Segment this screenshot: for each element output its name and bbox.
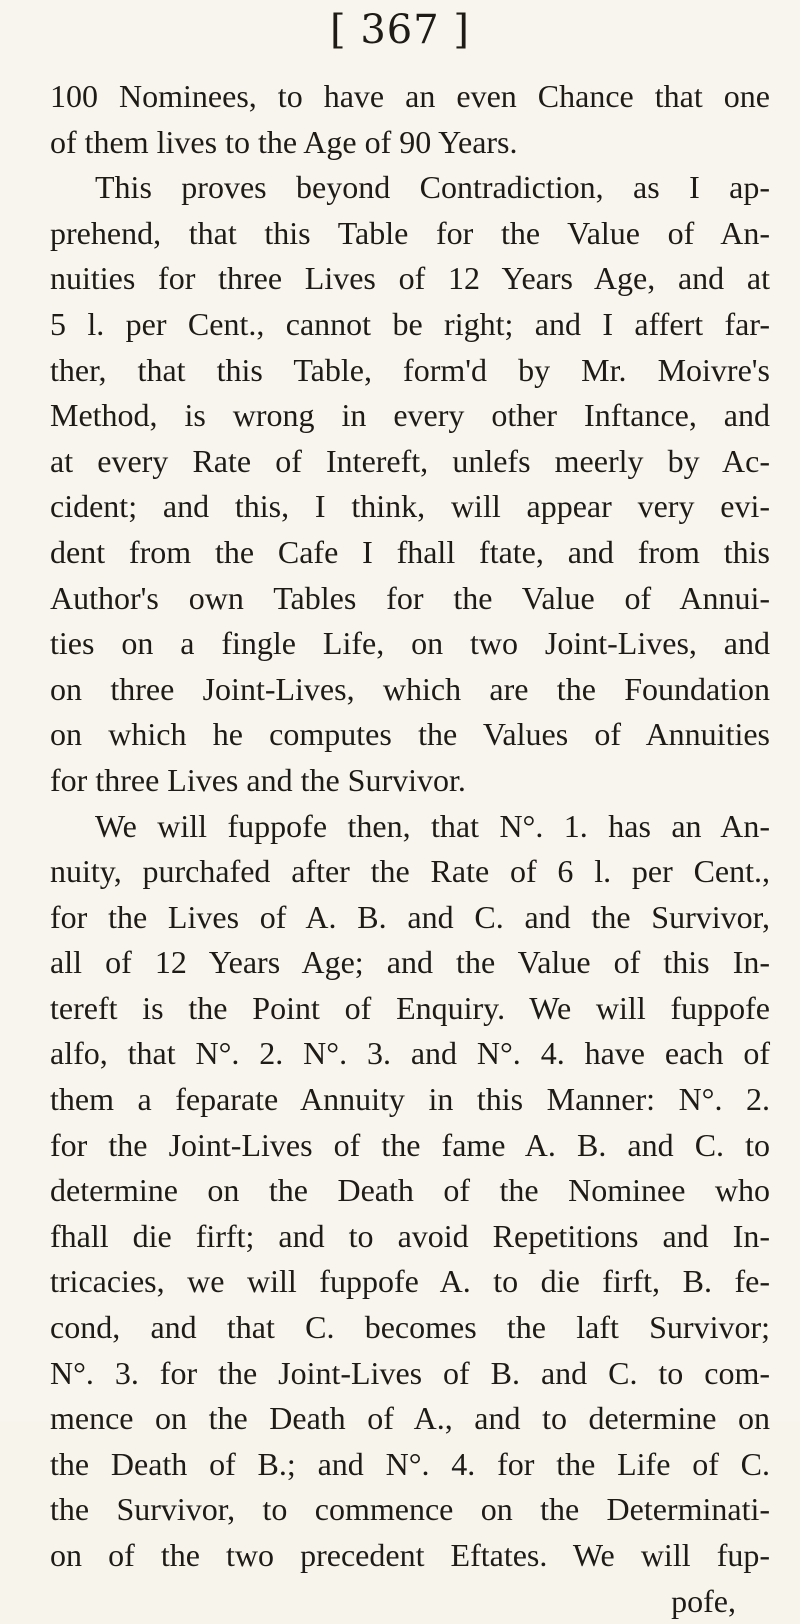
text-line: ther, that this Table, form'd by Mr. Moivre's	[50, 351, 770, 388]
text-line: prehend, that this Table for the Value of An-	[50, 214, 770, 251]
text-line: on three Joint-Lives, which are the Foundation	[50, 670, 770, 707]
text-line: the Survivor, to commence on the Determinati-	[50, 1491, 770, 1528]
text-line: alfo, that N°. 2. N°. 3. and N°. 4. have each of	[50, 1035, 770, 1072]
text-line: 100 Nominees, to have an even Chance that one	[50, 78, 770, 114]
text-line: nuity, purchafed after the Rate of 6 l. per Cent.,	[50, 853, 770, 890]
text-line: fhall die firft; and to avoid Repetitions and In-	[50, 1217, 770, 1254]
text-line: tricacies, we will fuppofe A. to die firft, B. fe-	[50, 1263, 770, 1300]
text-line: determine on the Death of the Nominee who	[50, 1172, 770, 1209]
text-line: ties on a fingle Life, on two Joint-Lives, and	[50, 625, 770, 662]
text-line: of them lives to the Age of 90 Years.	[50, 123, 518, 160]
text-line: them a feparate Annuity in this Manner: N°. 2.	[50, 1081, 770, 1118]
text-line: for the Lives of A. B. and C. and the Survivor,	[50, 898, 770, 935]
text-line: nuities for three Lives of 12 Years Age, and at	[50, 260, 770, 297]
page-number-header: [ 367 ]	[330, 7, 470, 53]
text-line: cident; and this, I think, will appear very evi-	[50, 488, 770, 525]
text-line: Method, is wrong in every other Inftance, and	[50, 397, 770, 434]
text-line: mence on the Death of A., and to determine on	[50, 1400, 770, 1437]
text-line: 5 l. per Cent., cannot be right; and I affert far-	[50, 305, 770, 342]
text-line: for three Lives and the Survivor.	[50, 761, 466, 798]
text-line: Author's own Tables for the Value of Annui-	[50, 579, 770, 616]
text-line: tereft is the Point of Enquiry. We will fuppofe	[50, 989, 770, 1026]
text-line: N°. 3. for the Joint-Lives of B. and C. to com-	[50, 1354, 770, 1391]
text-line: all of 12 Years Age; and the Value of this In-	[50, 944, 770, 981]
text-line: at every Rate of Intereft, unlefs meerly by Ac-	[50, 442, 770, 479]
text-line: the Death of B.; and N°. 4. for the Life of C.	[50, 1445, 770, 1482]
text-line: for the Joint-Lives of the fame A. B. and C. to	[50, 1126, 770, 1163]
text-line: dent from the Cafe I fhall ftate, and from this	[50, 533, 770, 570]
text-line: on which he computes the Values of Annuities	[50, 716, 770, 753]
text-line: We will fuppofe then, that N°. 1. has an An-	[95, 807, 770, 844]
body-text	[50, 74, 770, 1624]
text-line: This proves beyond Contradiction, as I ap-	[95, 169, 770, 206]
catchword: pofe,	[671, 1582, 736, 1619]
text-line: on of the two precedent Eftates. We will fup-	[50, 1537, 770, 1573]
text-line: cond, and that C. becomes the laft Survivor;	[50, 1309, 770, 1346]
